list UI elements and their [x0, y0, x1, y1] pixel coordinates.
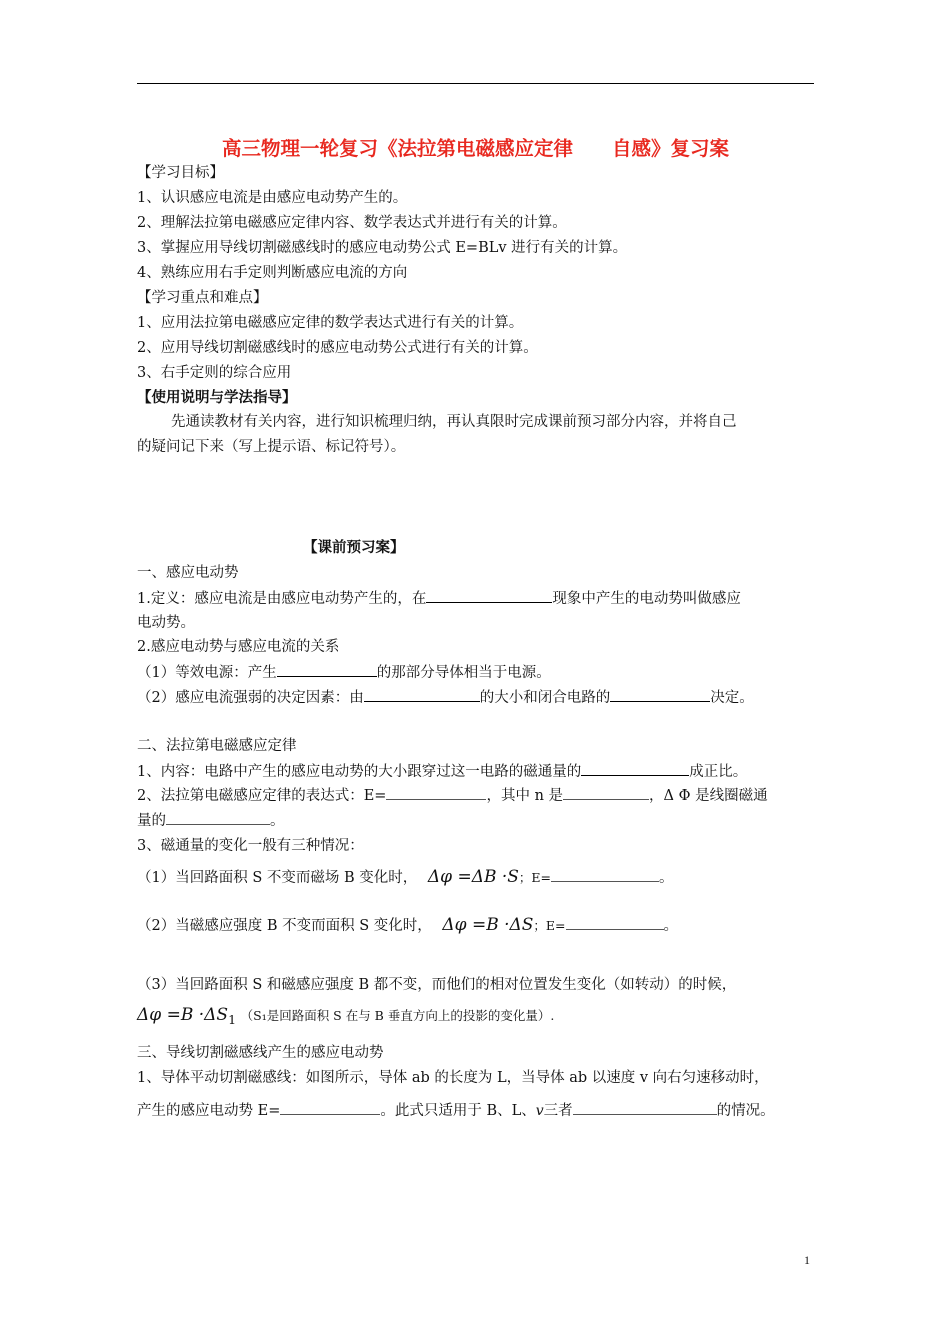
goal-item: 3、掌握应用导线切割磁感线时的感应电动势公式 E=BLv 进行有关的计算。 [137, 240, 628, 256]
law-expression [137, 786, 768, 806]
definition-line [137, 588, 741, 609]
relation-item-1 [137, 662, 551, 683]
relation-text: （1）等效电源：产生 [137, 665, 277, 681]
flux-change-heading: 3、磁通量的变化一般有三种情况： [137, 838, 364, 854]
guide-header: 【使用说明与学法指导】 [137, 390, 297, 406]
keypoints-header: 【学习重点和难点】 [137, 290, 268, 306]
section3-heading: 三、导线切割磁感线产生的感应电动势 [137, 1045, 384, 1061]
relation-item-2 [137, 687, 754, 708]
cutting-text: 的情况。 [716, 1103, 775, 1119]
fill-blank[interactable] [610, 687, 710, 702]
cutting-text: 。此式只适用于 B、L、 [380, 1103, 536, 1119]
flux-case-3-formula [137, 1005, 554, 1030]
definition-text: 现象中产生的电动势叫做感应 [552, 591, 741, 607]
relation-text: 的那部分导体相当于电源。 [376, 665, 551, 681]
section1-heading: 一、感应电动势 [137, 565, 239, 581]
flux-case-2 [137, 915, 678, 936]
case-text: （1）当回路面积 S 不变而磁场 B 变化时， [137, 870, 418, 886]
law-text: 。 [270, 813, 285, 829]
formula: Δφ =B ·ΔS [442, 915, 534, 935]
flux-case-1 [137, 867, 674, 888]
case-text: （2）当磁感应强度 B 不变而面积 S 变化时， [137, 918, 432, 934]
goals-header: 【学习目标】 [137, 165, 224, 181]
guide-text-line1: 先通读教材有关内容，进行知识梳理归纳，再认真限时完成课前预习部分内容，并将自己 [171, 414, 737, 430]
page-number: 1 [804, 1253, 810, 1267]
formula-subscript: 1 [228, 1011, 237, 1027]
goal-item: 1、认识感应电流是由感应电动势产生的。 [137, 190, 408, 206]
case-text: ；E= [533, 918, 566, 933]
fill-blank[interactable] [386, 787, 486, 800]
velocity-symbol: v [535, 1103, 544, 1119]
fill-blank[interactable] [566, 917, 664, 930]
case-text: 。 [659, 870, 674, 886]
law-expression-cont [137, 811, 285, 831]
fill-blank[interactable] [551, 869, 659, 882]
guide-text-line2: 的疑问记下来（写上提示语、标记符号）。 [137, 439, 406, 455]
fill-blank[interactable] [581, 761, 689, 776]
relation-text: （2）感应电流强弱的决定因素：由 [137, 690, 364, 706]
law-text: 成正比。 [689, 764, 748, 780]
fill-blank[interactable] [364, 687, 480, 702]
case-text: 。 [663, 918, 679, 934]
definition-cont: 电动势。 [137, 615, 195, 631]
header-rule [137, 83, 814, 84]
fill-blank[interactable] [277, 662, 377, 677]
formula: Δφ =B ·ΔS [137, 1005, 229, 1025]
goal-item: 4、熟练应用右手定则判断感应电流的方向 [137, 265, 408, 281]
case-text: ；E= [518, 870, 552, 885]
keypoint-item: 1、应用法拉第电磁感应定律的数学表达式进行有关的计算。 [137, 315, 524, 331]
definition-text: 1.定义：感应电流是由感应电动势产生的，在 [137, 591, 427, 607]
law-text: ，其中 n 是 [486, 788, 564, 804]
fill-blank[interactable] [166, 812, 270, 825]
case-note: （S₁是回路面积 S 在与 B 垂直方向上的投影的变化量）. [240, 1008, 555, 1023]
cutting-paragraph: 1、导体平动切割磁感线：如图所示，导体 ab 的长度为 L，当导体 ab 以速度 v 向右匀速移动时， [137, 1070, 769, 1086]
keypoint-item: 2、应用导线切割磁感线时的感应电动势公式进行有关的计算。 [137, 340, 538, 356]
preview-header: 【课前预习案】 [303, 540, 405, 556]
fill-blank[interactable] [573, 1102, 717, 1115]
section2-heading: 二、法拉第电磁感应定律 [137, 738, 297, 754]
fill-blank[interactable] [426, 588, 552, 603]
relation-text: 的大小和闭合电路的 [479, 690, 611, 706]
law-text: 量的 [137, 813, 166, 829]
fill-blank[interactable] [280, 1102, 380, 1115]
page-title: 高三物理一轮复习《法拉第电磁感应定律 自感》复习案 [221, 137, 729, 160]
cutting-text: 三者 [543, 1103, 573, 1119]
relation-heading: 2.感应电动势与感应电流的关系 [137, 639, 340, 655]
law-content [137, 761, 747, 782]
law-text: 1、内容：电路中产生的感应电动势的大小跟穿过这一电路的磁通量的 [137, 764, 582, 780]
law-text: 2、法拉第电磁感应定律的表达式：E= [137, 788, 387, 804]
relation-text: 决定。 [710, 690, 754, 706]
law-text: ，Δ Φ 是线圈磁通 [649, 788, 768, 804]
cutting-text: 产生的感应电动势 E= [137, 1103, 281, 1119]
keypoint-item: 3、右手定则的综合应用 [137, 365, 292, 381]
goal-item: 2、理解法拉第电磁感应定律内容、数学表达式并进行有关的计算。 [137, 215, 567, 231]
formula: Δφ =ΔB ·S [427, 867, 519, 887]
cutting-paragraph-cont [137, 1101, 775, 1121]
fill-blank[interactable] [563, 787, 649, 800]
flux-case-3: （3）当回路面积 S 和磁感应强度 B 都不变，而他们的相对位置发生变化（如转动）的时候， [137, 977, 737, 993]
